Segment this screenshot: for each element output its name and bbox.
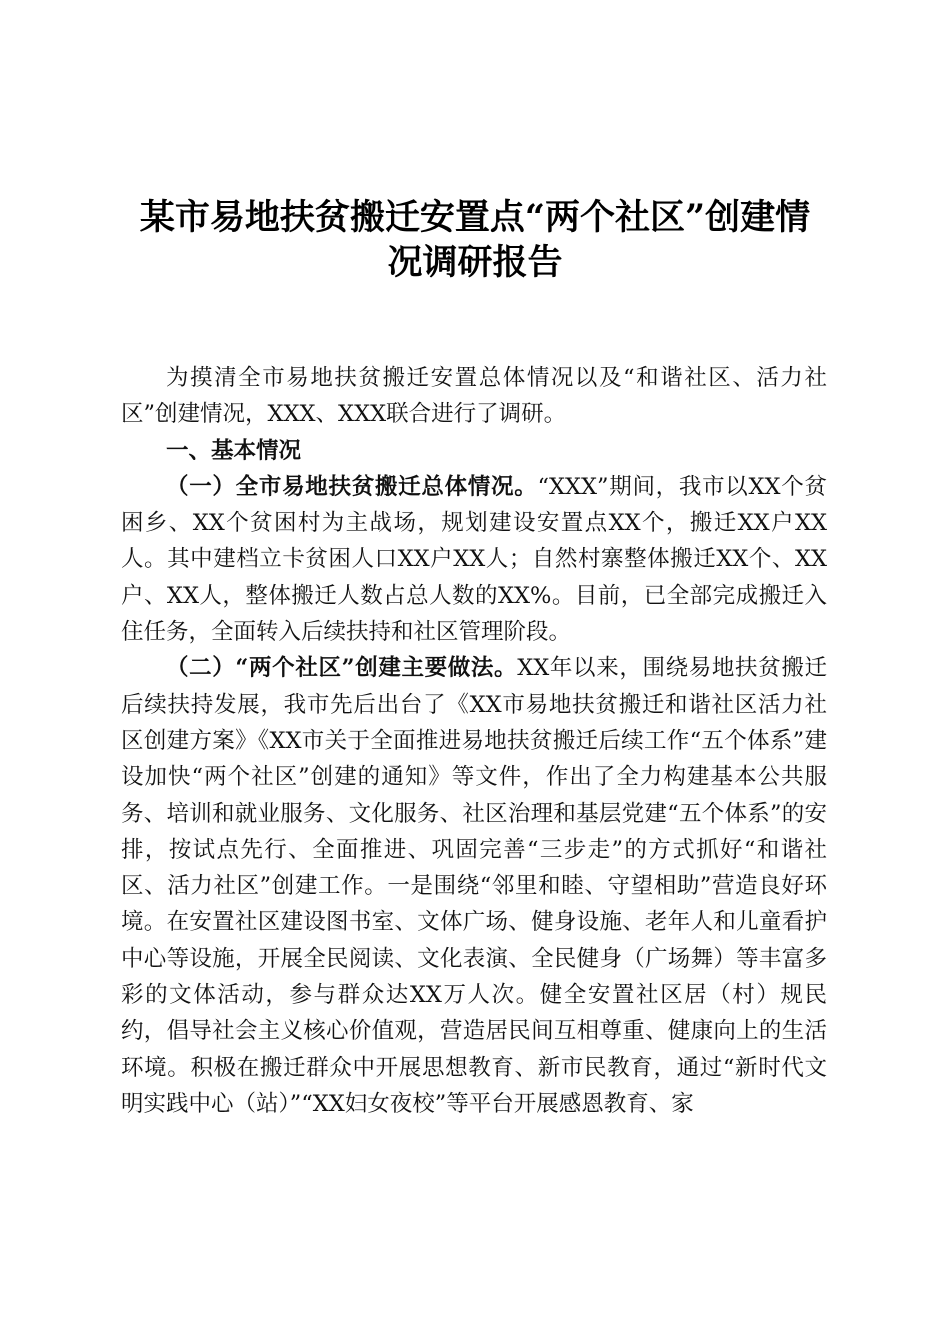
document-title-line-1: 某市易地扶贫搬迁安置点“两个社区”创建情 (139, 197, 811, 238)
intro-paragraph: 为摸清全市易地扶贫搬迁安置总体情况以及“和谐社区、活力社区”创建情况，XXX、XXX联合进行了调研。 (121, 365, 827, 428)
subsection-2-heading: （二）“两个社区”创建主要做法。 (166, 655, 518, 682)
section-heading-basic-situation: 一、基本情况 (166, 437, 302, 464)
subsection-1-text: “XXX”期间，我市以XX个贫困乡、XX个贫困村为主战场，规划建设安置点XX个，搬迁XX户XX人。其中建档立卡贫困人口XX户XX人；自然村寨整体搬迁XX个、XX户、XX人，整体搬迁人数占总人数的XX%。目前，已全部完成搬迁入住任务，全面转入后续扶持和社区管理阶段。 (121, 473, 827, 646)
subsection-2-paragraph (121, 650, 827, 1122)
document-title-line-2: 况调研报告 (387, 242, 563, 283)
subsection-1-heading: （一）全市易地扶贫搬迁总体情况。 (166, 473, 538, 500)
subsection-2-text: XX年以来，围绕易地扶贫搬迁后续扶持发展，我市先后出台了《XX市易地扶贫搬迁和谐社区活力社区创建方案》《XX市关于全面推进易地扶贫搬迁后续工作“五个体系”建设加快“两个社区”创建的通知》等文件，作出了全力构建基本公共服务、培训和就业服务、文化服务、社区治理和基层党建“五个体系”的安排，按试点先行、全面推进、巩固完善“三步走”的方式抓好“和谐社区、活力社区”创建工作。一是围绕“邻里和睦、守望相助”营造良好环境。在安置社区建设图书室、文体广场、健身设施、老年人和儿童看护中心等设施，开展全民阅读、文化表演、全民健身（广场舞）等丰富多彩的文体活动，参与群众达XX万人次。健全安置社区居（村）规民约，倡导社会主义核心价值观，营造居民间互相尊重、健康向上的生活环境。积极在搬迁群众中开展思想教育、新市民教育，通过“新时代文明实践中心（站）”“XX妇女夜校”等平台开展感恩教育、家 (121, 655, 827, 1117)
subsection-1-paragraph (121, 469, 827, 650)
document-body (121, 360, 827, 1122)
